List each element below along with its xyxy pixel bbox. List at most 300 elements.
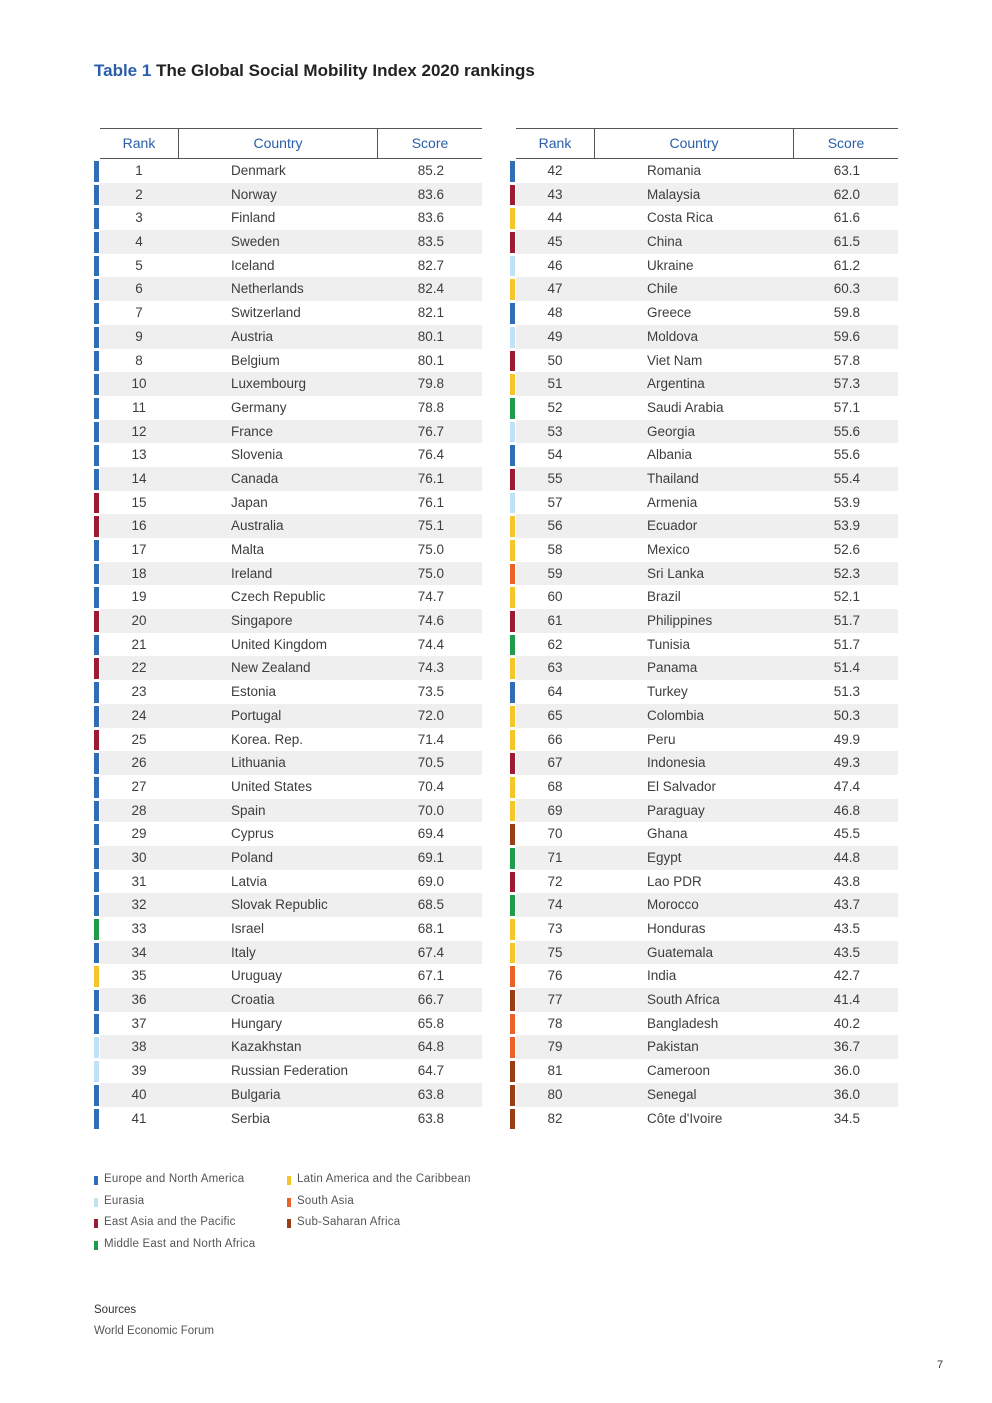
rank-cell: 67 [547,755,563,771]
country-cell: Peru [647,731,676,747]
region-color-marker [510,1109,515,1130]
page-title [94,61,535,81]
rank-cell: 15 [131,494,147,510]
rank-cell: 45 [547,234,563,250]
region-color-marker [94,351,99,372]
rank-cell: 82 [547,1110,563,1126]
table-body [510,159,898,1130]
country-cell: Côte d'Ivoire [647,1110,723,1126]
table-row [510,1035,898,1059]
country-cell: Philippines [647,613,713,629]
region-color-marker [510,730,515,751]
country-cell: Germany [231,399,287,415]
rank-cell: 10 [131,376,147,392]
country-cell: Egypt [647,849,682,865]
country-cell: Brazil [647,589,681,605]
table-title: The Global Social Mobility Index 2020 rankings [156,61,535,80]
country-cell: Italy [231,944,256,960]
country-cell: Belgium [231,352,280,368]
region-color-marker [510,1085,515,1106]
rank-cell: 7 [135,305,143,321]
rank-cell: 36 [131,992,147,1008]
rank-cell: 8 [135,352,143,368]
rank-cell: 77 [547,992,563,1008]
country-column-header: Country [179,129,378,158]
region-color-marker [510,872,515,893]
legend-label: South Asia [297,1194,354,1207]
score-cell: 67.4 [417,944,444,960]
table-row [94,206,482,230]
legend-label: Eurasia [104,1194,145,1207]
table-row [94,514,482,538]
region-color-marker [510,469,515,490]
region-color-marker [510,801,515,822]
table-row [94,633,482,657]
region-color-marker [510,753,515,774]
rank-cell: 11 [131,399,146,415]
country-cell: Denmark [231,163,286,178]
country-cell: Estonia [231,684,277,700]
region-color-marker [94,540,99,561]
rank-cell: 61 [547,613,563,629]
country-cell: India [647,968,677,984]
country-cell: Cyprus [231,826,274,842]
region-color-marker [510,824,515,845]
score-cell: 43.5 [833,944,860,960]
table-row [510,633,898,657]
table-row [510,941,898,965]
rank-cell: 58 [547,542,563,557]
country-cell: Portugal [231,707,282,723]
table-row [94,822,482,846]
country-cell: Ireland [231,565,273,581]
score-cell: 75.0 [417,565,444,581]
table-row [94,585,482,609]
region-color-marker [510,232,515,253]
region-color-marker [94,919,99,940]
country-cell: Sweden [231,234,280,250]
region-color-marker [94,1014,99,1035]
country-cell: Kazakhstan [231,1039,302,1055]
region-color-marker [510,848,515,869]
rank-cell: 73 [547,921,563,936]
country-cell: Russian Federation [231,1063,349,1079]
rank-cell: 81 [547,1063,563,1079]
country-cell: France [231,423,274,439]
country-cell: Slovak Republic [231,897,328,913]
score-cell: 45.5 [833,826,860,842]
table-row [510,349,898,373]
score-cell: 61.2 [833,257,860,273]
region-color-marker [510,990,515,1011]
country-cell: Switzerland [231,305,301,321]
country-cell: Cameroon [647,1063,711,1079]
score-cell: 76.4 [417,447,444,463]
rank-cell: 64 [547,684,563,700]
region-color-marker [510,327,515,348]
legend-swatch [287,1198,291,1207]
country-cell: Pakistan [647,1039,699,1055]
region-color-marker [94,327,99,348]
score-cell: 49.9 [833,731,860,747]
table-row [510,230,898,254]
score-cell: 74.7 [417,589,444,605]
region-color-marker [94,516,99,537]
score-cell: 69.4 [417,826,444,842]
region-color-marker [510,516,515,537]
table-row [94,1083,482,1107]
score-cell: 57.1 [833,399,860,415]
score-cell: 36.7 [833,1039,860,1055]
region-color-marker [94,185,99,206]
table-row [510,917,898,941]
score-cell: 80.1 [417,328,444,344]
region-color-marker [510,1037,515,1058]
score-cell: 43.5 [833,921,860,936]
table-header [516,128,898,159]
country-cell: Honduras [647,921,706,936]
score-cell: 83.5 [417,234,444,250]
legend-swatch [287,1176,291,1185]
country-cell: Morocco [647,897,699,913]
score-cell: 76.1 [417,470,444,486]
country-cell: Canada [231,470,279,486]
table-row [510,1059,898,1083]
score-cell: 74.6 [417,613,444,629]
rank-cell: 68 [547,778,563,794]
rank-cell: 65 [547,707,563,723]
rank-cell: 34 [131,944,147,960]
country-cell: Iceland [231,257,275,273]
region-color-marker [94,587,99,608]
rank-cell: 54 [547,447,563,463]
rank-cell: 69 [547,802,563,818]
table-row [510,585,898,609]
table-row [510,728,898,752]
score-cell: 80.1 [417,352,444,368]
table-row [94,349,482,373]
country-cell: Bangladesh [647,1015,719,1031]
table-row [94,230,482,254]
country-cell: Guatemala [647,944,714,960]
country-cell: Albania [647,447,693,463]
rank-cell: 18 [131,565,147,581]
region-color-marker [94,564,99,585]
country-cell: United Kingdom [231,636,328,652]
region-color-marker [94,1061,99,1082]
region-color-marker [510,706,515,727]
region-color-marker [510,611,515,632]
country-cell: Lao PDR [647,873,702,889]
score-cell: 82.7 [417,257,444,273]
region-color-marker [510,658,515,679]
score-cell: 43.7 [833,897,860,913]
region-color-marker [94,1109,99,1130]
score-cell: 51.3 [833,684,860,700]
table-row [94,183,482,207]
rank-cell: 38 [131,1039,147,1055]
region-color-marker [94,895,99,916]
score-cell: 59.6 [833,328,860,344]
sources-heading: Sources [94,1304,137,1316]
score-cell: 64.7 [417,1063,444,1079]
region-color-marker [510,564,515,585]
country-cell: Paraguay [647,802,705,818]
country-cell: Thailand [647,470,699,486]
table-row [510,396,898,420]
region-color-marker [94,1037,99,1058]
region-color-marker [94,469,99,490]
rank-cell: 13 [131,447,147,463]
rank-cell: 47 [547,281,563,297]
score-cell: 42.7 [833,968,860,984]
score-cell: 78.8 [417,399,444,415]
region-color-marker [510,493,515,514]
table-row [510,420,898,444]
region-color-marker [510,422,515,443]
region-color-marker [94,611,99,632]
score-cell: 68.5 [417,897,444,913]
rank-cell: 51 [547,376,563,392]
score-cell: 61.5 [833,234,860,250]
rank-cell: 3 [135,210,143,226]
table-row [510,562,898,586]
table-row [510,443,898,467]
score-cell: 61.6 [833,210,860,226]
score-cell: 67.1 [417,968,444,984]
region-color-marker [510,895,515,916]
score-cell: 76.7 [417,423,444,439]
score-cell: 60.3 [833,281,860,297]
table-body [94,159,482,1130]
score-cell: 82.1 [417,305,444,321]
score-cell: 36.0 [833,1086,860,1102]
region-color-marker [510,445,515,466]
rank-cell: 12 [131,423,147,439]
rank-cell: 35 [131,968,147,984]
table-row [510,799,898,823]
country-cell: Croatia [231,992,275,1008]
table-row [510,988,898,1012]
score-cell: 63.1 [833,163,860,178]
rank-cell: 4 [135,234,143,250]
rank-cell: 71 [547,849,563,865]
rank-cell: 43 [547,186,563,202]
region-color-marker [94,872,99,893]
score-column-header: Score [411,135,449,151]
sources-text: World Economic Forum [94,1325,214,1337]
country-cell: Uruguay [231,968,283,984]
table-row [94,728,482,752]
region-color-marker [94,943,99,964]
table-row [510,964,898,988]
table-row [94,870,482,894]
score-cell: 55.6 [833,447,860,463]
legend-swatch [94,1176,98,1185]
region-color-marker [94,374,99,395]
table-row [510,325,898,349]
table-row [510,514,898,538]
region-color-marker [510,185,515,206]
region-color-marker [94,398,99,419]
rankings-table-left [94,128,482,1130]
country-cell: Saudi Arabia [647,399,724,415]
score-cell: 53.9 [833,518,860,534]
rank-cell: 56 [547,518,563,534]
table-row [510,277,898,301]
country-cell: Ghana [647,826,688,842]
legend-label: East Asia and the Pacific [104,1216,236,1228]
rank-cell: 42 [547,163,563,178]
rank-cell: 2 [135,186,143,202]
rank-cell: 26 [131,755,147,771]
region-color-marker [94,848,99,869]
rank-cell: 1 [135,163,143,178]
rank-cell: 49 [547,328,563,344]
rank-cell: 14 [131,470,147,486]
region-color-marker [510,351,515,372]
country-cell: Turkey [647,684,688,700]
country-cell: El Salvador [647,778,717,794]
region-color-marker [94,232,99,253]
rank-cell: 62 [547,636,563,652]
table-row [510,1107,898,1131]
region-color-marker [94,990,99,1011]
rank-cell: 20 [131,613,147,629]
country-cell: Tunisia [647,636,691,652]
score-cell: 43.8 [833,873,860,889]
region-color-marker [510,303,515,324]
region-color-marker [94,824,99,845]
score-cell: 71.4 [417,731,444,747]
table-row [510,254,898,278]
table-row [94,917,482,941]
country-cell: Slovenia [231,447,283,463]
country-column-header: Country [595,129,794,158]
score-cell: 52.3 [833,565,860,581]
score-cell: 68.1 [417,921,444,936]
region-color-marker [510,374,515,395]
region-color-marker [94,445,99,466]
score-cell: 57.8 [833,352,860,368]
table-row [510,159,898,183]
country-cell: Romania [647,163,702,178]
table-row [510,538,898,562]
rank-cell: 30 [131,849,147,865]
table-row [94,941,482,965]
country-cell: Chile [647,281,678,297]
rank-cell: 53 [547,423,563,439]
score-cell: 70.5 [417,755,444,771]
score-cell: 55.6 [833,423,860,439]
region-color-marker [510,1061,515,1082]
region-color-marker [94,635,99,656]
country-cell: Luxembourg [231,376,307,392]
rank-cell: 37 [131,1015,147,1031]
score-cell: 66.7 [417,992,444,1008]
region-color-marker [94,422,99,443]
table-row [94,443,482,467]
table-row [94,964,482,988]
region-color-marker [94,682,99,703]
region-color-marker [94,161,99,182]
score-cell: 76.1 [417,494,444,510]
country-cell: Poland [231,849,274,865]
score-cell: 70.4 [417,778,444,794]
table-row [94,799,482,823]
score-cell: 63.8 [417,1110,444,1126]
region-color-marker [510,919,515,940]
table-row [94,846,482,870]
table-row [94,467,482,491]
rank-cell: 25 [131,731,147,747]
page-number: 7 [937,1359,944,1371]
region-color-marker [510,256,515,277]
rank-cell: 44 [547,210,563,226]
legend-label: Middle East and North Africa [104,1237,256,1250]
region-color-marker [94,303,99,324]
rank-cell: 76 [547,968,563,984]
rank-cell: 75 [547,944,563,960]
score-cell: 55.4 [833,470,860,486]
score-cell: 79.8 [417,376,444,392]
score-cell: 51.7 [833,636,860,652]
rank-column-header: Rank [516,129,595,158]
country-cell: Netherlands [231,281,304,297]
score-cell: 59.8 [833,305,860,321]
country-cell: Panama [647,660,698,676]
rank-cell: 16 [131,518,147,534]
score-cell: 72.0 [417,707,444,723]
table-row [94,988,482,1012]
score-cell: 47.4 [833,778,860,794]
region-color-marker [510,161,515,182]
score-cell: 85.2 [417,163,444,178]
rank-cell: 9 [135,328,143,344]
country-cell: Japan [231,494,268,510]
country-cell: Finland [231,210,276,226]
country-cell: United States [231,778,313,794]
country-cell: New Zealand [231,660,311,676]
table-row [94,1059,482,1083]
region-color-marker [94,777,99,798]
legend-swatch [287,1219,291,1228]
table-row [94,680,482,704]
country-cell: Korea. Rep. [231,731,304,747]
country-cell: Czech Republic [231,589,326,605]
region-color-marker [94,658,99,679]
rank-cell: 33 [131,921,147,936]
region-color-marker [510,279,515,300]
legend-label: Sub-Saharan Africa [297,1216,401,1228]
score-cell: 52.1 [833,589,860,605]
table-row [94,751,482,775]
rank-cell: 39 [131,1063,147,1079]
score-cell: 65.8 [417,1015,444,1031]
region-color-marker [510,777,515,798]
region-color-marker [510,943,515,964]
legend-label: Latin America and the Caribbean [297,1173,471,1185]
country-cell: Viet Nam [647,352,703,368]
region-color-marker [510,540,515,561]
table-row [94,1012,482,1036]
rank-cell: 78 [547,1015,563,1031]
country-cell: Greece [647,305,692,321]
region-color-marker [94,256,99,277]
country-cell: Indonesia [647,755,706,771]
rank-cell: 70 [547,826,563,842]
score-cell: 75.0 [417,542,444,557]
